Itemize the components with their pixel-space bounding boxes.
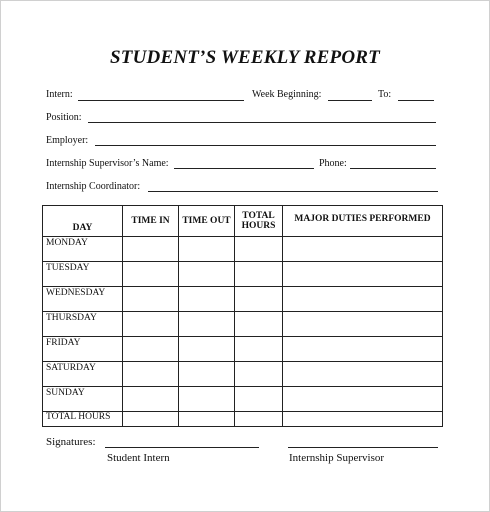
time-in-cell[interactable]	[123, 262, 179, 287]
time-in-total-cell[interactable]	[123, 412, 179, 427]
total-hours-label: TOTAL HOURS	[43, 412, 123, 427]
day-cell: MONDAY	[43, 237, 123, 262]
total-hours-cell[interactable]	[235, 337, 283, 362]
day-cell: SUNDAY	[43, 387, 123, 412]
to-field[interactable]	[398, 100, 434, 101]
intern-label: Intern:	[46, 89, 73, 100]
table-row-sunday	[43, 387, 443, 412]
time-out-cell[interactable]	[179, 262, 235, 287]
time-in-cell[interactable]	[123, 337, 179, 362]
total-hours-cell[interactable]	[235, 387, 283, 412]
position-field[interactable]	[88, 122, 436, 123]
time-in-cell[interactable]	[123, 312, 179, 337]
duties-cell[interactable]	[283, 312, 443, 337]
duties-cell[interactable]	[283, 337, 443, 362]
time-out-header: TIME OUT	[179, 206, 235, 237]
intern-field[interactable]	[78, 100, 244, 101]
table-header-row	[43, 206, 443, 237]
table-row-total	[43, 412, 443, 427]
total-hours-cell[interactable]	[235, 287, 283, 312]
supervisor-name-field[interactable]	[174, 168, 314, 169]
time-out-cell[interactable]	[179, 387, 235, 412]
table-row-tuesday	[43, 262, 443, 287]
total-hours-total-cell[interactable]	[235, 412, 283, 427]
week-beginning-field[interactable]	[328, 100, 372, 101]
table-row-wednesday	[43, 287, 443, 312]
day-cell: SATURDAY	[43, 362, 123, 387]
signatures-label: Signatures:	[46, 436, 96, 448]
time-in-cell[interactable]	[123, 287, 179, 312]
week-beginning-label: Week Beginning:	[252, 89, 322, 100]
position-label: Position:	[46, 112, 82, 123]
time-in-header: TIME IN	[123, 206, 179, 237]
table-row-saturday	[43, 362, 443, 387]
phone-label: Phone:	[319, 158, 347, 169]
time-out-total-cell[interactable]	[179, 412, 235, 427]
page-title: STUDENT’S WEEKLY REPORT	[110, 47, 380, 68]
supervisor-signature-line[interactable]	[288, 447, 438, 448]
employer-label: Employer:	[46, 135, 89, 146]
table-row-friday	[43, 337, 443, 362]
total-hours-cell[interactable]	[235, 362, 283, 387]
coordinator-field[interactable]	[148, 191, 438, 192]
student-signature-line[interactable]	[105, 447, 259, 448]
time-in-cell[interactable]	[123, 387, 179, 412]
coordinator-label: Internship Coordinator:	[46, 181, 141, 192]
day-header: DAY	[43, 206, 123, 237]
duties-cell[interactable]	[283, 362, 443, 387]
day-cell: WEDNESDAY	[43, 287, 123, 312]
table-row-thursday	[43, 312, 443, 337]
duties-cell[interactable]	[283, 262, 443, 287]
duties-cell[interactable]	[283, 387, 443, 412]
phone-field[interactable]	[350, 168, 436, 169]
weekly-hours-table	[42, 205, 443, 427]
time-out-cell[interactable]	[179, 237, 235, 262]
time-out-cell[interactable]	[179, 362, 235, 387]
total-hours-cell[interactable]	[235, 237, 283, 262]
to-label: To:	[378, 89, 392, 100]
day-cell: FRIDAY	[43, 337, 123, 362]
total-hours-cell[interactable]	[235, 312, 283, 337]
time-in-cell[interactable]	[123, 362, 179, 387]
time-out-cell[interactable]	[179, 312, 235, 337]
duties-cell[interactable]	[283, 287, 443, 312]
day-cell: TUESDAY	[43, 262, 123, 287]
time-out-cell[interactable]	[179, 337, 235, 362]
day-cell: THURSDAY	[43, 312, 123, 337]
supervisor-name-label: Internship Supervisor’s Name:	[46, 158, 169, 169]
total-hours-header: TOTAL HOURS	[235, 206, 283, 237]
internship-supervisor-caption: Internship Supervisor	[289, 452, 385, 464]
duties-cell[interactable]	[283, 237, 443, 262]
time-out-cell[interactable]	[179, 287, 235, 312]
total-hours-cell[interactable]	[235, 262, 283, 287]
time-in-cell[interactable]	[123, 237, 179, 262]
duties-total-cell[interactable]	[283, 412, 443, 427]
student-intern-caption: Student Intern	[107, 452, 170, 464]
duties-header: MAJOR DUTIES PERFORMED	[283, 206, 443, 237]
employer-field[interactable]	[95, 145, 436, 146]
table-row-monday	[43, 237, 443, 262]
